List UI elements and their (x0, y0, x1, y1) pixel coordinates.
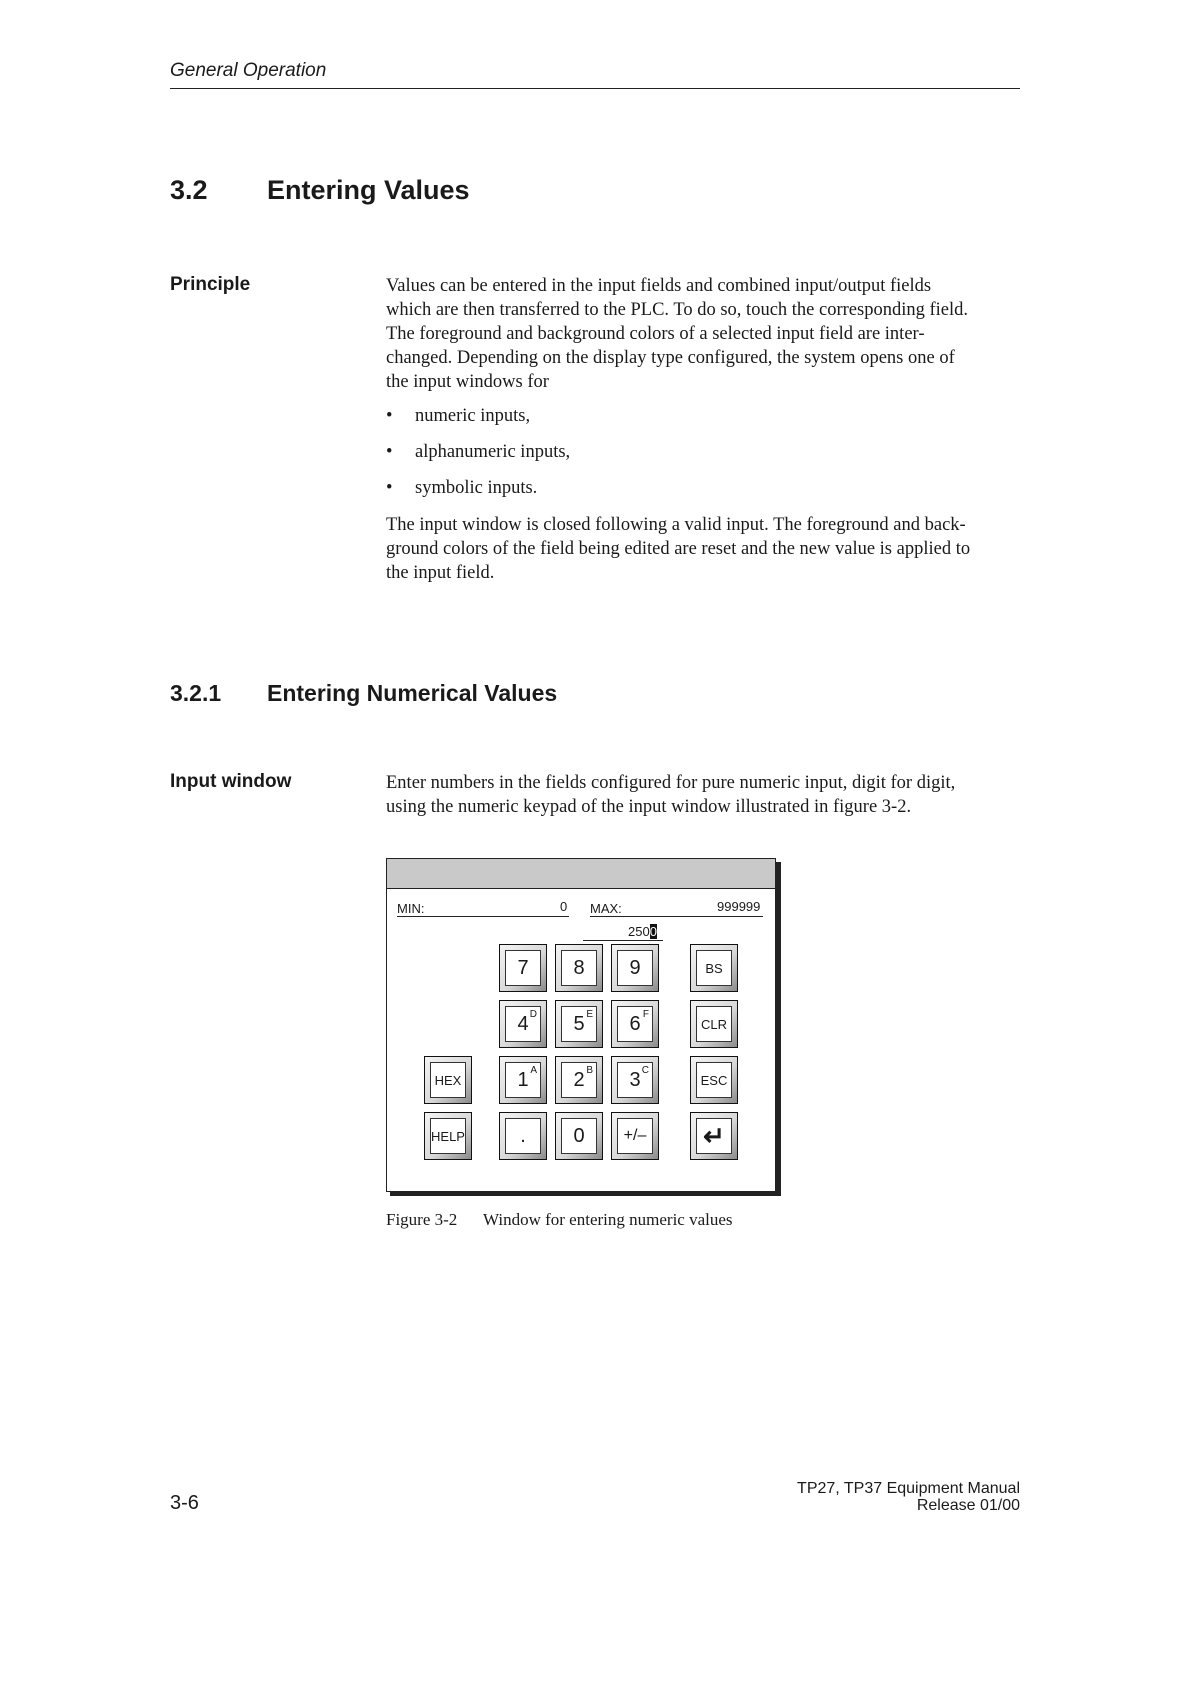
bullet-glyph: • (386, 406, 393, 426)
key-4[interactable] (499, 1000, 547, 1048)
key-label: 0 (573, 1124, 585, 1147)
entry-value: 250 (628, 924, 650, 939)
min-underline (397, 916, 569, 917)
key-hex-label: D (529, 1009, 537, 1020)
key-hex-label: F (642, 1009, 649, 1020)
key-label: 3 (629, 1068, 641, 1091)
backspace-key[interactable] (690, 944, 738, 992)
sign-key[interactable] (611, 1112, 659, 1160)
closing-line: The input window is closed following a valid input. The foreground and back- (386, 515, 966, 535)
input-window-line: using the numeric keypad of the input window illustrated in figure 3-2. (386, 797, 912, 817)
list-item-text: alphanumeric inputs, (415, 442, 571, 462)
key-label: 6 (629, 1012, 641, 1035)
list-item-text: symbolic inputs. (415, 478, 538, 498)
release-info: Release 01/00 (916, 1497, 1020, 1514)
enter-key[interactable] (690, 1112, 738, 1160)
section-number: 3.2 (170, 175, 208, 205)
principle-text (386, 274, 1026, 394)
key-8[interactable] (555, 944, 603, 992)
key-hex-label: B (586, 1065, 593, 1076)
window-title-bar (387, 859, 775, 889)
manual-title: TP27, TP37 Equipment Manual (797, 1480, 1020, 1497)
key-2[interactable] (555, 1056, 603, 1104)
list-item (386, 478, 1026, 514)
closing-text (386, 513, 1026, 585)
page-number: 3-6 (170, 1492, 199, 1514)
key-label: ESC (700, 1072, 728, 1088)
principle-label: Principle (170, 274, 251, 295)
principle-line: the input windows for (386, 372, 549, 392)
key-label: 2 (573, 1068, 585, 1091)
hex-key[interactable] (424, 1056, 472, 1104)
key-label: . (520, 1124, 526, 1147)
escape-key[interactable] (690, 1056, 738, 1104)
key-5[interactable] (555, 1000, 603, 1048)
principle-line: which are then transferred to the PLC. To do so, touch the corresponding field. (386, 300, 968, 320)
help-key[interactable] (424, 1112, 472, 1160)
running-head: General Operation (170, 60, 327, 81)
key-hex-label: E (586, 1009, 593, 1020)
closing-line: the input field. (386, 563, 495, 583)
key-1[interactable] (499, 1056, 547, 1104)
subsection-heading (170, 680, 557, 707)
key-label: +/– (623, 1127, 647, 1144)
key-label: HELP (431, 1128, 465, 1144)
panel-shadow (776, 862, 781, 1196)
key-hex-label: C (641, 1065, 649, 1076)
key-label: 4 (517, 1012, 529, 1035)
entry-underline (583, 940, 663, 941)
section-heading (170, 175, 470, 206)
list-item (386, 406, 1026, 442)
principle-line: Values can be entered in the input fields and combined input/output fields (386, 276, 932, 296)
key-label: 1 (517, 1068, 529, 1091)
key-label: 8 (573, 956, 585, 979)
key-9[interactable] (611, 944, 659, 992)
max-underline (590, 916, 763, 917)
key-label: 7 (517, 956, 529, 979)
figure-number: Figure 3-2 (386, 1210, 458, 1229)
key-label: CLR (700, 1016, 727, 1032)
figure-caption-text: Window for entering numeric values (483, 1210, 733, 1229)
decimal-point-key[interactable] (499, 1112, 547, 1160)
key-3[interactable] (611, 1056, 659, 1104)
key-label: HEX (434, 1072, 462, 1088)
numeric-input-window (386, 858, 776, 1192)
key-label: 5 (573, 1012, 585, 1035)
panel-shadow (390, 1192, 781, 1196)
subsection-number: 3.2.1 (170, 680, 222, 706)
principle-line: The foreground and background colors of a selected input field are inter- (386, 324, 925, 344)
enter-icon: ↵ (703, 1120, 725, 1151)
list-item-text: numeric inputs, (415, 406, 531, 426)
key-0[interactable] (555, 1112, 603, 1160)
bullet-glyph: • (386, 442, 393, 462)
max-value: 999999 (717, 899, 761, 914)
footer-info (797, 1480, 1020, 1514)
key-hex-label: A (530, 1065, 537, 1076)
subsection-title: Entering Numerical Values (267, 680, 558, 706)
input-window-text (386, 771, 1026, 819)
key-7[interactable] (499, 944, 547, 992)
key-label: 9 (629, 956, 641, 979)
input-window-label: Input window (170, 771, 292, 792)
list-item (386, 442, 1026, 478)
key-6[interactable] (611, 1000, 659, 1048)
input-type-list (386, 406, 1026, 514)
key-label: BS (705, 960, 723, 976)
entry-cursor: 0 (649, 924, 657, 939)
header-rule (170, 88, 1020, 89)
min-value: 0 (560, 899, 568, 914)
section-title: Entering Values (267, 175, 470, 205)
entry-field[interactable] (628, 924, 657, 939)
figure-caption (386, 1210, 733, 1230)
clear-key[interactable] (690, 1000, 738, 1048)
closing-line: ground colors of the field being edited are reset and the new value is applied to (386, 539, 971, 559)
bullet-glyph: • (386, 478, 393, 498)
principle-line: changed. Depending on the display type configured, the system opens one of (386, 348, 955, 368)
input-window-line: Enter numbers in the fields configured for pure numeric input, digit for digit, (386, 773, 956, 793)
min-label: MIN: (397, 901, 425, 916)
max-label: MAX: (590, 901, 622, 916)
